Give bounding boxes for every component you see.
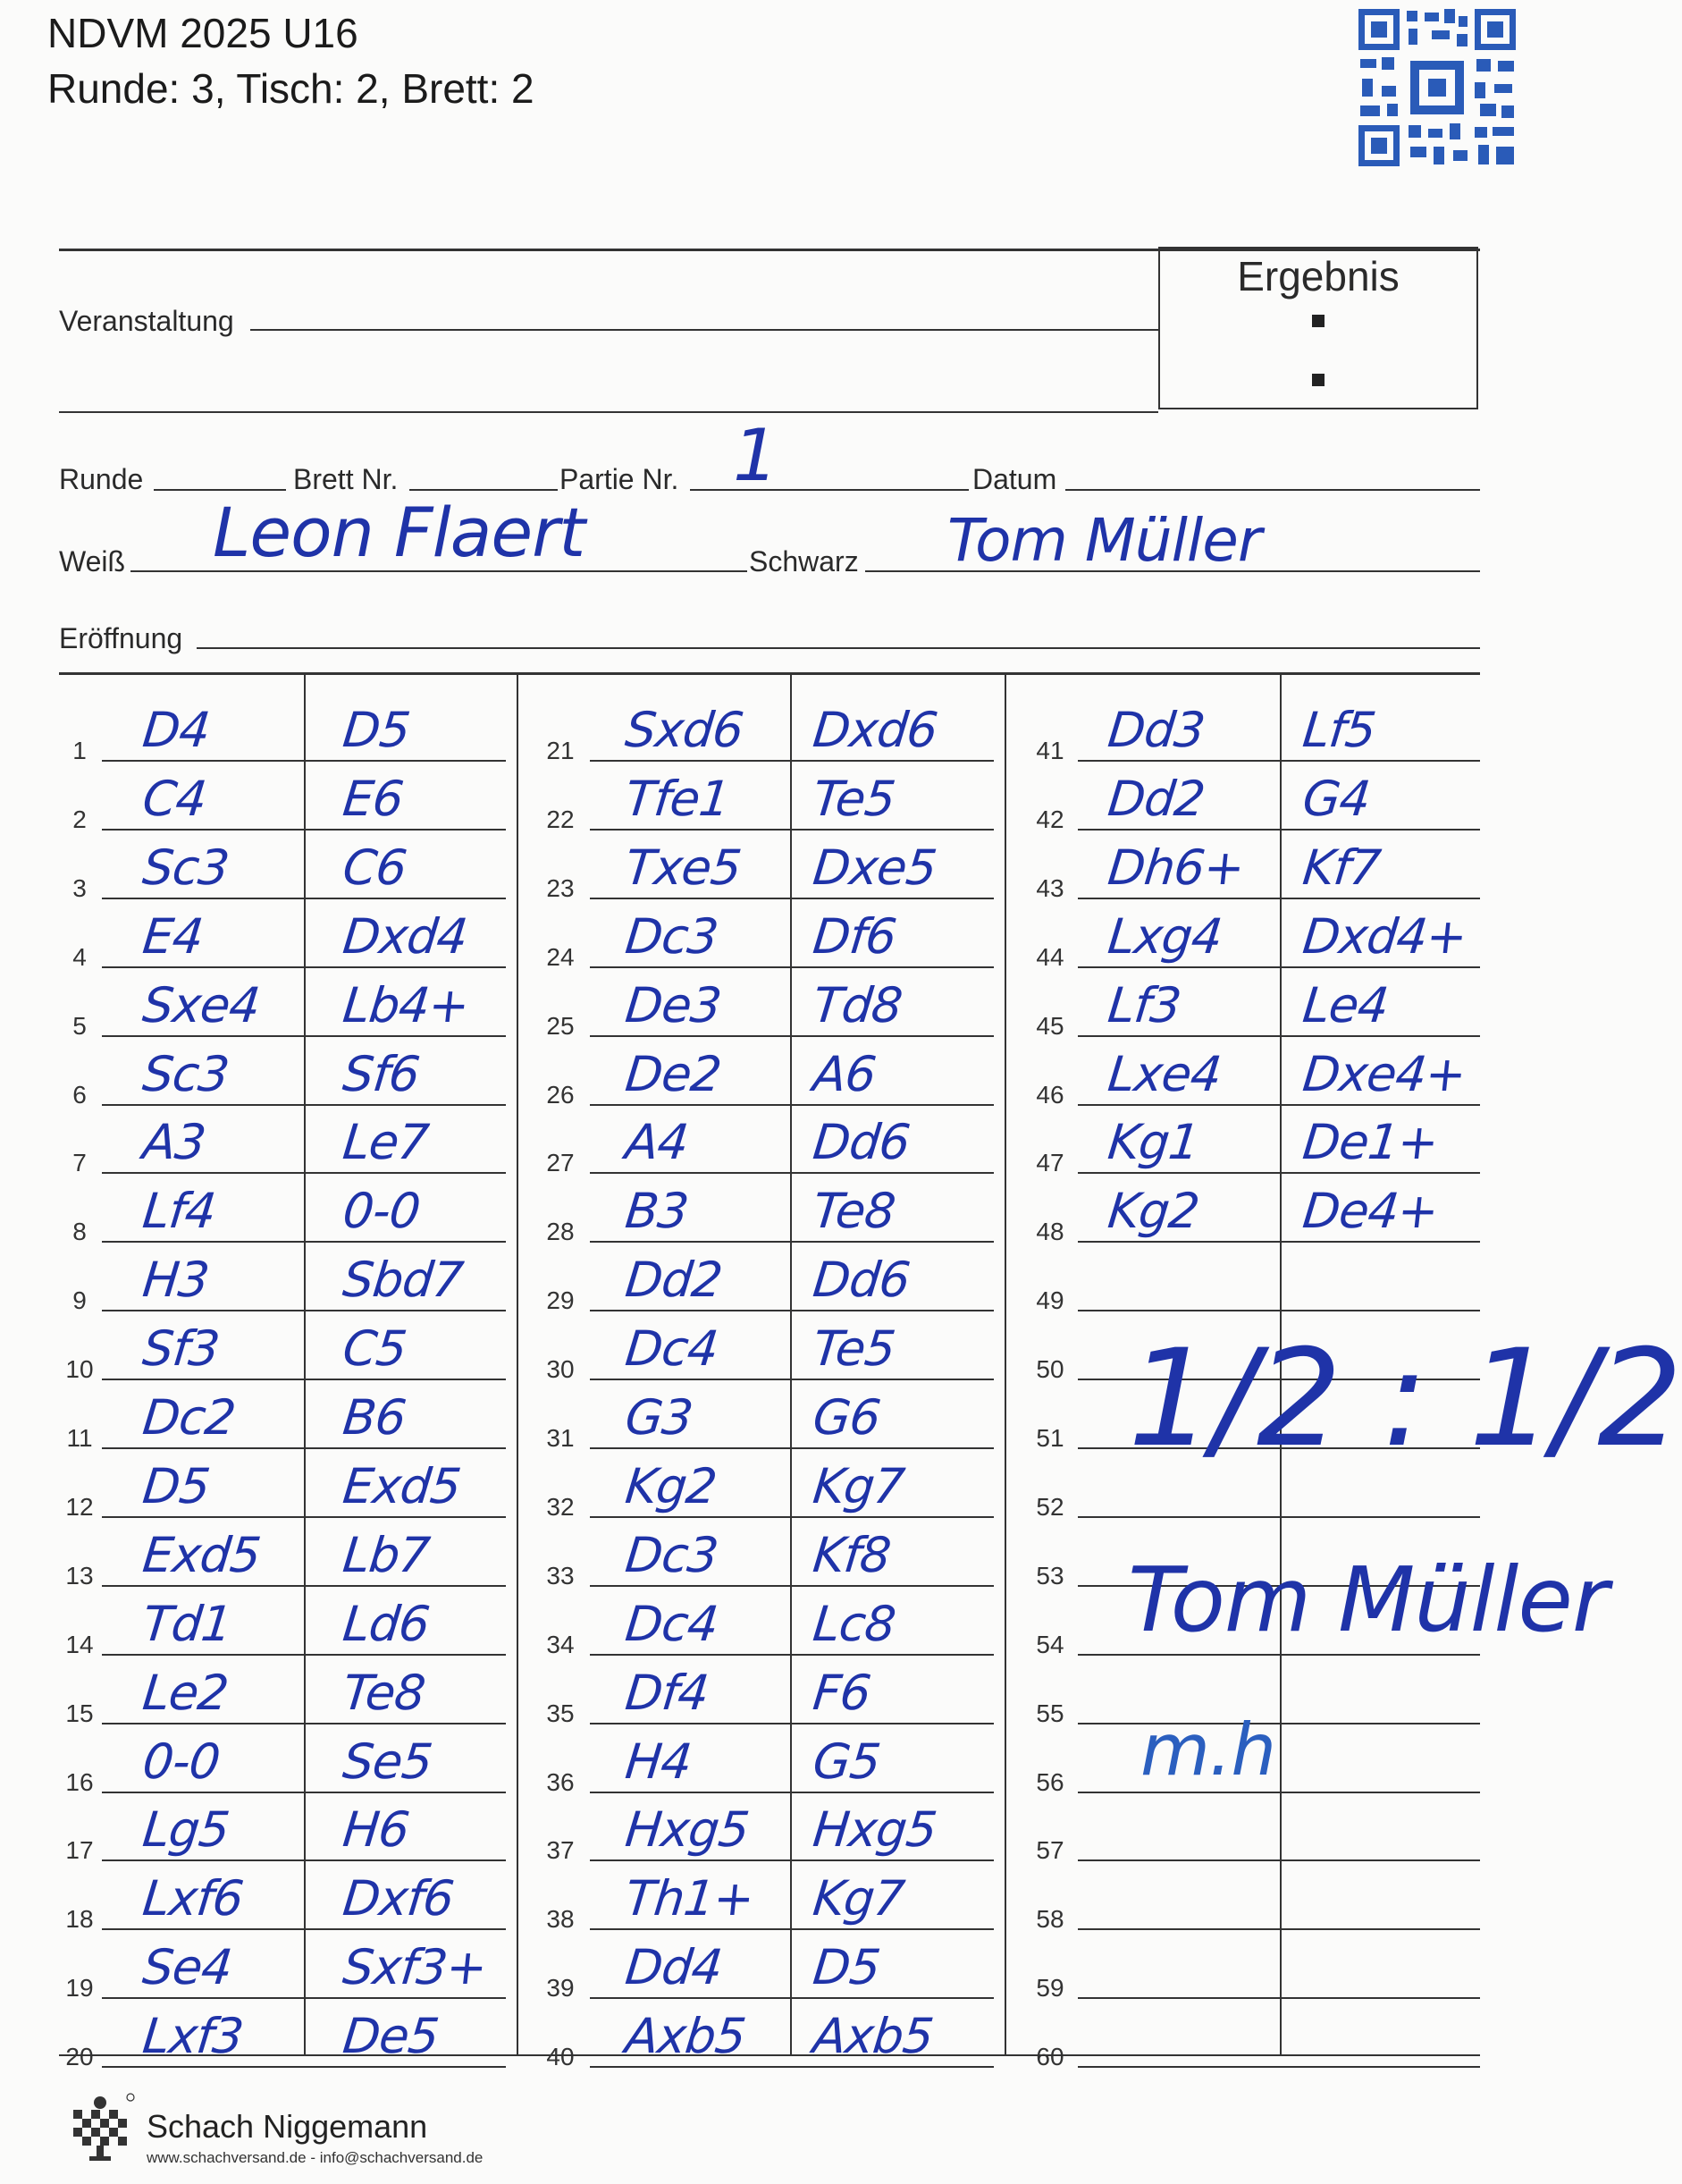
move-number: 26 (546, 1080, 575, 1109)
move-number: 15 (65, 1699, 94, 1727)
move-black: F6 (810, 1664, 873, 1721)
move-row-line[interactable] (1078, 760, 1480, 762)
datum-line[interactable] (1065, 489, 1480, 491)
move-black: H6 (340, 1801, 412, 1859)
move-row-line[interactable] (590, 1654, 994, 1656)
move-row-line[interactable] (102, 966, 506, 968)
move-number: 39 (546, 1974, 575, 2003)
move-black: De4+ (1299, 1183, 1441, 1240)
veranstaltung-label: Veranstaltung (59, 305, 234, 337)
move-white: Sxd6 (622, 702, 746, 758)
move-black: Lb7 (340, 1526, 433, 1583)
move-black: Kf8 (810, 1526, 894, 1583)
move-white: 0-0 (139, 1733, 223, 1790)
schwarz-label: Schwarz (749, 545, 859, 578)
move-white: B3 (622, 1183, 691, 1240)
move-black: B6 (340, 1389, 408, 1446)
signature-note: m.h (1140, 1708, 1276, 1792)
move-black: Dxd4 (340, 907, 470, 965)
move-number: 13 (65, 1561, 94, 1590)
move-number: 49 (1036, 1286, 1064, 1315)
move-number: 2 (72, 805, 87, 833)
move-number: 41 (1036, 737, 1064, 764)
move-black: A6 (810, 1045, 879, 1102)
move-row-line[interactable] (590, 1241, 994, 1243)
move-number: 23 (546, 873, 575, 902)
move-white: Kg1 (1105, 1114, 1202, 1171)
move-white: A3 (139, 1114, 208, 1171)
move-row-line[interactable] (590, 760, 994, 762)
move-black: Axb5 (810, 2008, 936, 2065)
move-black: Kf7 (1299, 839, 1383, 896)
result-bullet-white (1312, 315, 1325, 327)
move-row-line[interactable] (102, 760, 506, 762)
eroeffnung-line[interactable] (197, 647, 1480, 649)
move-black: Te5 (810, 770, 898, 827)
move-row-line[interactable] (102, 2066, 506, 2068)
move-row-line[interactable] (102, 1104, 506, 1106)
move-row-line[interactable] (590, 1310, 994, 1311)
move-white: Dd3 (1105, 702, 1207, 758)
move-white: Sc3 (139, 1045, 231, 1102)
move-white: Dh6+ (1105, 839, 1247, 896)
move-white: A4 (622, 1114, 691, 1171)
move-black: D5 (340, 702, 413, 758)
move-number: 45 (1036, 1011, 1064, 1040)
move-white: De2 (622, 1045, 724, 1102)
move-black: Dxd6 (810, 702, 940, 758)
move-black: Kg7 (810, 1457, 907, 1514)
move-number: 47 (1036, 1149, 1064, 1177)
move-number: 17 (65, 1836, 94, 1865)
move-row-line[interactable] (1078, 1035, 1480, 1037)
round-info: Runde: 3, Tisch: 2, Brett: 2 (47, 65, 534, 112)
event-bottom-rule (59, 411, 1158, 413)
footer-contact (147, 2149, 483, 2167)
move-white: E4 (139, 907, 206, 965)
move-white: Th1+ (622, 1870, 757, 1927)
move-black: 0-0 (340, 1183, 423, 1240)
move-white: Le2 (139, 1664, 231, 1721)
move-row-line[interactable] (1078, 1241, 1480, 1243)
runde-label: Runde (59, 463, 144, 495)
schwarz-name: Tom Müller (947, 506, 1262, 575)
move-number: 7 (72, 1149, 87, 1177)
move-white: Se4 (139, 1939, 235, 1996)
move-number: 4 (72, 942, 87, 971)
move-row-line[interactable] (1078, 1172, 1480, 1174)
move-row-line[interactable] (102, 1516, 506, 1518)
move-row-line[interactable] (102, 1997, 506, 1999)
move-black: Dd6 (810, 1252, 912, 1309)
move-black: Lf5 (1299, 702, 1378, 758)
move-black: C5 (340, 1320, 409, 1378)
move-black: Sbd7 (340, 1252, 466, 1309)
move-white: Dd2 (622, 1252, 725, 1309)
weiss-label: Weiß (59, 545, 126, 578)
move-number: 56 (1036, 1767, 1064, 1796)
move-white: Lf3 (1105, 976, 1183, 1033)
move-number: 8 (72, 1218, 87, 1246)
move-white: Hxg5 (622, 1801, 752, 1859)
move-number: 44 (1036, 942, 1064, 971)
move-row-line[interactable] (102, 1447, 506, 1449)
move-number: 12 (65, 1492, 94, 1521)
move-black: G5 (810, 1733, 883, 1790)
move-row-line[interactable] (1078, 1104, 1480, 1106)
move-number: 52 (1036, 1492, 1064, 1521)
move-white: D5 (139, 1457, 213, 1514)
move-black: Dxe4+ (1299, 1045, 1468, 1102)
move-white: Dc4 (622, 1595, 721, 1652)
move-black: Se5 (340, 1733, 435, 1790)
event-title: NDVM 2025 U16 (47, 10, 358, 56)
move-white: Exd5 (139, 1526, 264, 1583)
move-white: H3 (139, 1252, 212, 1309)
move-black: G4 (1299, 770, 1373, 827)
move-black: Td8 (810, 976, 904, 1033)
move-number: 18 (65, 1905, 94, 1934)
move-black: Lb4+ (340, 976, 472, 1033)
move-number: 21 (546, 737, 575, 764)
move-number: 37 (546, 1836, 575, 1865)
move-number: 10 (65, 1355, 94, 1384)
move-white: Td1 (139, 1595, 234, 1652)
move-number: 46 (1036, 1080, 1064, 1109)
move-number: 16 (65, 1767, 94, 1796)
brett-line[interactable] (409, 489, 558, 491)
move-black: Hxg5 (810, 1801, 939, 1859)
move-row-line[interactable] (590, 1104, 994, 1106)
column-divider (790, 672, 792, 2054)
move-row-line[interactable] (102, 829, 506, 831)
move-white: Lxf6 (139, 1870, 246, 1927)
move-number: 55 (1036, 1699, 1064, 1727)
column-separator (517, 672, 518, 2054)
move-row-line[interactable] (102, 898, 506, 899)
footer-email[interactable]: info@schachversand.de (319, 2149, 484, 2166)
move-white: Dc3 (622, 907, 721, 965)
move-white: Lxe4 (1105, 1045, 1224, 1102)
move-number: 38 (546, 1905, 575, 1934)
partie-label: Partie Nr. (559, 463, 679, 495)
move-row-line[interactable] (1078, 1928, 1480, 1930)
move-black: Lc8 (810, 1595, 898, 1652)
moves-top-rule (59, 672, 1480, 675)
move-white: Df4 (622, 1664, 711, 1721)
footer-brand: Schach Niggemann (147, 2108, 428, 2145)
partie-value: 1 (733, 414, 778, 497)
written-result: 1/2 : 1/2 (1128, 1321, 1682, 1477)
move-row-line[interactable] (1078, 966, 1480, 968)
move-black: De1+ (1299, 1114, 1441, 1171)
move-black: Te8 (810, 1183, 898, 1240)
move-white: C4 (139, 770, 209, 827)
move-black: Df6 (810, 907, 899, 965)
move-white: Lf4 (139, 1183, 218, 1240)
move-number: 31 (546, 1424, 575, 1452)
move-number: 40 (546, 2043, 575, 2071)
move-number: 34 (546, 1630, 575, 1658)
move-number: 5 (72, 1011, 87, 1040)
eroeffnung-label: Eröffnung (59, 622, 183, 654)
move-number: 11 (66, 1424, 93, 1452)
move-number: 3 (72, 873, 87, 902)
move-row-line[interactable] (1078, 1723, 1480, 1724)
move-number: 28 (546, 1218, 575, 1246)
move-number: 19 (65, 1974, 94, 2003)
column-divider (304, 672, 306, 2054)
move-number: 60 (1036, 2043, 1064, 2071)
move-number: 51 (1036, 1424, 1064, 1452)
move-number: 32 (546, 1492, 575, 1521)
move-row-line[interactable] (1078, 1654, 1480, 1656)
move-number: 50 (1036, 1355, 1064, 1384)
move-row-line[interactable] (590, 1516, 994, 1518)
move-white: Txe5 (622, 839, 744, 896)
move-row-line[interactable] (590, 829, 994, 831)
move-number: 6 (72, 1080, 87, 1109)
move-white: Dc3 (622, 1526, 721, 1583)
move-number: 9 (72, 1286, 87, 1315)
move-black: G6 (810, 1389, 883, 1446)
column-separator (1005, 672, 1006, 2054)
move-number: 30 (546, 1355, 575, 1384)
move-white: Kg2 (622, 1457, 719, 1514)
move-row-line[interactable] (102, 1792, 506, 1793)
move-number: 25 (546, 1011, 575, 1040)
move-row-line[interactable] (102, 1723, 506, 1724)
move-row-line[interactable] (590, 1172, 994, 1174)
footer-web[interactable]: www.schachversand.de (147, 2149, 307, 2166)
move-black: Sf6 (340, 1045, 423, 1102)
result-label: Ergebnis (1237, 253, 1400, 299)
move-row-line[interactable] (590, 1447, 994, 1449)
move-row-line[interactable] (102, 1035, 506, 1037)
move-row-line[interactable] (590, 1997, 994, 1999)
move-row-line[interactable] (590, 1585, 994, 1587)
move-row-line[interactable] (590, 898, 994, 899)
signature-name: Tom Müller (1128, 1547, 1608, 1652)
move-black: Sxf3+ (340, 1939, 490, 1996)
move-black: C6 (340, 839, 409, 896)
move-number: 36 (546, 1767, 575, 1796)
brett-label: Brett Nr. (293, 463, 399, 495)
move-number: 42 (1036, 805, 1064, 833)
move-row-line[interactable] (102, 1379, 506, 1380)
move-number: 54 (1036, 1630, 1064, 1658)
move-row-line[interactable] (1078, 898, 1480, 899)
move-number: 1 (72, 737, 87, 764)
move-white: Lg5 (139, 1801, 232, 1859)
move-white: Kg2 (1105, 1183, 1202, 1240)
move-black: Exd5 (340, 1457, 464, 1514)
move-row-line[interactable] (1078, 829, 1480, 831)
move-white: Sxe4 (139, 976, 263, 1033)
move-white: G3 (622, 1389, 695, 1446)
move-row-line[interactable] (1078, 1516, 1480, 1518)
move-row-line[interactable] (1078, 1792, 1480, 1793)
move-white: Sc3 (139, 839, 231, 896)
move-row-line[interactable] (102, 1585, 506, 1587)
move-row-line[interactable] (102, 1172, 506, 1174)
runde-line[interactable] (154, 489, 286, 491)
move-number: 22 (546, 805, 575, 833)
move-number: 59 (1036, 1974, 1064, 2003)
move-row-line[interactable] (590, 1035, 994, 1037)
chess-logo-icon (64, 2092, 136, 2163)
move-number: 33 (546, 1561, 575, 1590)
move-white: Lxg4 (1105, 907, 1225, 965)
move-row-line[interactable] (102, 1241, 506, 1243)
move-row-line[interactable] (102, 1859, 506, 1861)
move-black: Le7 (340, 1114, 432, 1171)
footer-sep: - (310, 2149, 315, 2166)
move-white: Lxf3 (139, 2008, 246, 2065)
move-row-line[interactable] (1078, 1859, 1480, 1861)
move-row-line[interactable] (102, 1654, 506, 1656)
move-black: De5 (340, 2008, 442, 2065)
move-black: Te5 (810, 1320, 898, 1378)
move-white: Axb5 (622, 2008, 748, 2065)
move-number: 53 (1036, 1561, 1064, 1590)
move-row-line[interactable] (590, 1792, 994, 1793)
weiss-name: Leon Flaert (213, 493, 585, 572)
move-white: Dc4 (622, 1320, 721, 1378)
result-bullet-black (1312, 374, 1325, 386)
move-row-line[interactable] (102, 1310, 506, 1311)
move-row-line[interactable] (590, 1859, 994, 1861)
move-white: De3 (622, 976, 724, 1033)
move-white: Tfe1 (622, 770, 732, 827)
move-number: 58 (1036, 1905, 1064, 1934)
moves-bottom-rule (59, 2054, 1480, 2056)
move-row-line[interactable] (590, 1928, 994, 1930)
move-black: Ld6 (340, 1595, 433, 1652)
move-black: Kg7 (810, 1870, 907, 1927)
move-number: 27 (546, 1149, 575, 1177)
move-black: Le4 (1299, 976, 1392, 1033)
partie-line[interactable] (690, 489, 969, 491)
move-row-line[interactable] (590, 2066, 994, 2068)
move-white: Dc2 (139, 1389, 239, 1446)
move-white: Sf3 (139, 1320, 223, 1378)
move-black: Dxd4+ (1299, 907, 1469, 965)
move-row-line[interactable] (590, 966, 994, 968)
move-black: Te8 (340, 1664, 428, 1721)
move-white: D4 (139, 702, 213, 758)
move-black: Dxf6 (340, 1870, 457, 1927)
move-black: Dd6 (810, 1114, 912, 1171)
move-black: E6 (340, 770, 406, 827)
move-number: 14 (65, 1630, 94, 1658)
move-row-line[interactable] (590, 1723, 994, 1724)
move-black: Dxe5 (810, 839, 939, 896)
move-number: 43 (1036, 873, 1064, 902)
qr-code (1357, 7, 1518, 168)
result-box[interactable] (1158, 247, 1478, 409)
move-black: D5 (810, 1939, 883, 1996)
move-white: Dd4 (622, 1939, 725, 1996)
move-row-line[interactable] (102, 1928, 506, 1930)
datum-label: Datum (972, 463, 1057, 495)
move-number: 24 (546, 942, 575, 971)
move-white: Dd2 (1105, 770, 1207, 827)
move-number: 35 (546, 1699, 575, 1727)
veranstaltung-line[interactable] (250, 329, 1158, 331)
move-number: 57 (1036, 1836, 1064, 1865)
move-number: 48 (1036, 1218, 1064, 1246)
move-number: 20 (65, 2043, 94, 2071)
move-row-line[interactable] (1078, 2066, 1480, 2068)
move-row-line[interactable] (590, 1379, 994, 1380)
move-number: 29 (546, 1286, 575, 1315)
move-row-line[interactable] (1078, 1997, 1480, 1999)
move-row-line[interactable] (1078, 1310, 1480, 1311)
move-white: H4 (622, 1733, 694, 1790)
